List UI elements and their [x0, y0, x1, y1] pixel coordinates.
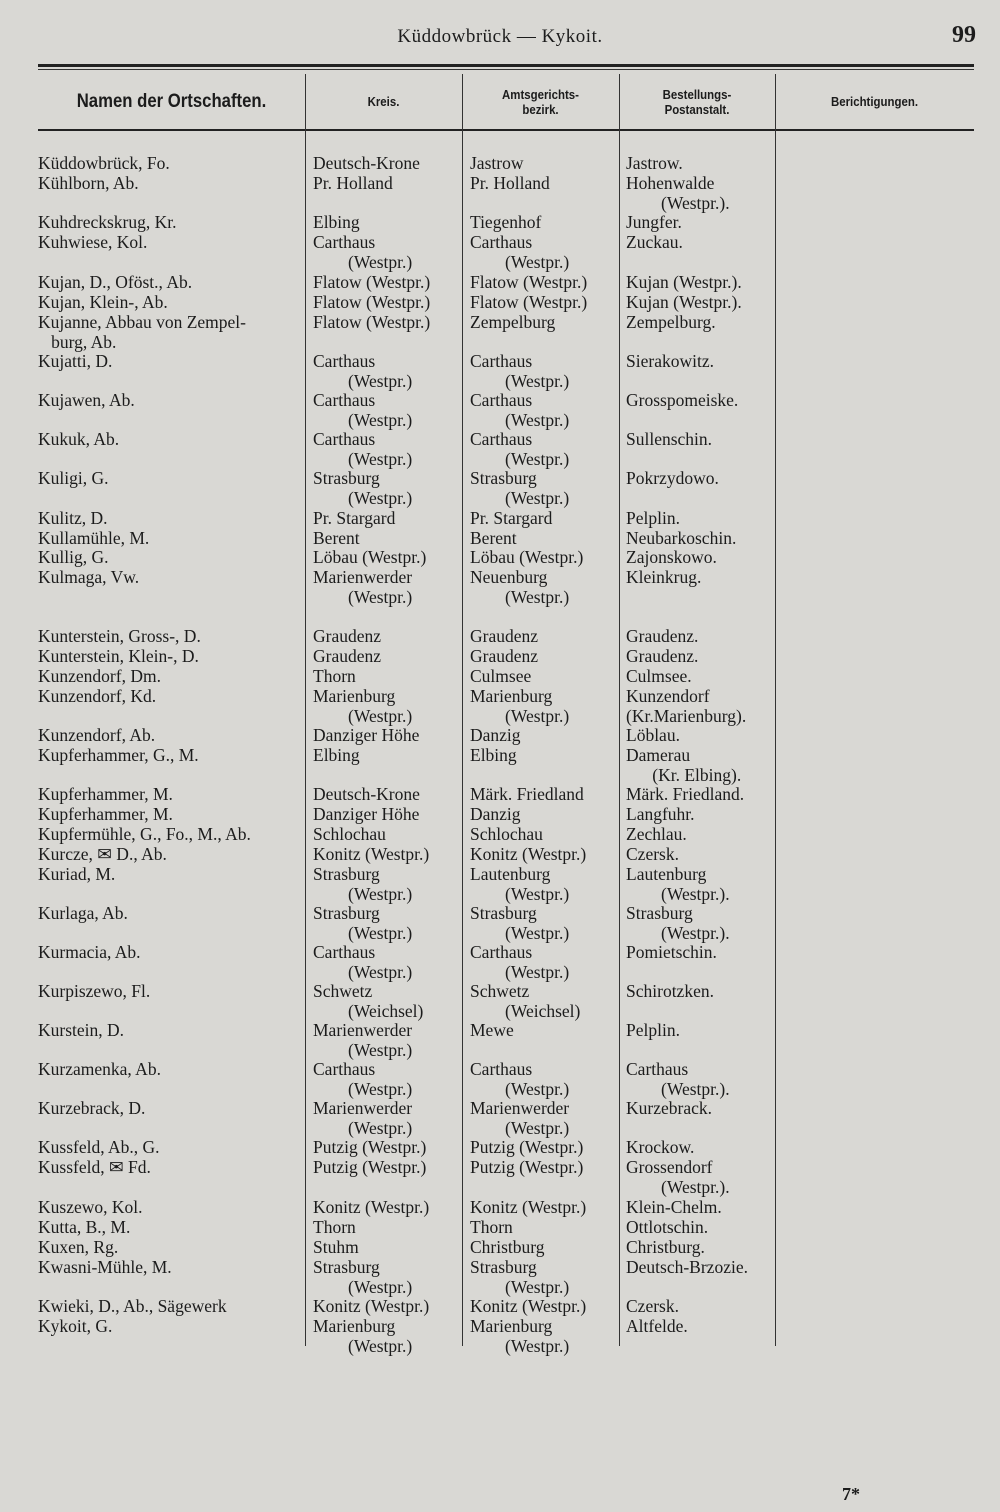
running-title: Küddowbrück — Kykoit. [397, 26, 603, 47]
entry-postanstalt: Czersk. [626, 1296, 679, 1316]
entry-postanstalt: Langfuhr. [626, 804, 695, 824]
entry-kreis: Deutsch-Krone [313, 784, 420, 804]
column-divider-2 [462, 74, 463, 1346]
entry-name: Kujan, Klein-, Ab. [38, 292, 168, 312]
entry-postanstalt: Krockow. [626, 1137, 695, 1157]
entry-amtsgericht: Märk. Friedland [470, 784, 584, 804]
entry-amtsgericht: Carthaus (Westpr.) [470, 1059, 570, 1099]
entry-kreis: Berent [313, 528, 360, 548]
page-number: 99 [952, 22, 976, 48]
entry-name: Kurstein, D. [38, 1020, 125, 1040]
entry-amtsgericht: Carthaus (Westpr.) [470, 942, 570, 982]
entry-name: Kykoit, G. [38, 1316, 113, 1336]
entry-amtsgericht: Graudenz [470, 626, 539, 646]
entry-kreis: Strasburg (Westpr.) [313, 903, 413, 943]
entry-kreis: Marienwerder (Westpr.) [313, 1020, 413, 1060]
entry-kreis: Flatow (Westpr.) [313, 292, 431, 312]
entry-postanstalt: Ottlotschin. [626, 1217, 709, 1237]
entry-kreis: Marienwerder (Westpr.) [313, 567, 413, 607]
entry-name: Kupferhammer, G., M. [38, 745, 199, 765]
entry-postanstalt: Pomietschin. [626, 942, 717, 962]
entry-name: Kurmacia, Ab. [38, 942, 141, 962]
entry-amtsgericht: Schlochau [470, 824, 543, 844]
entry-amtsgericht: Pr. Holland [470, 173, 550, 193]
entry-kreis: Marienwerder (Westpr.) [313, 1098, 413, 1138]
entry-postanstalt: Kunzendorf (Kr.Marienburg). [626, 686, 747, 726]
entry-amtsgericht: Konitz (Westpr.) [470, 1197, 587, 1217]
entry-amtsgericht: Jastrow [470, 153, 524, 173]
entry-kreis: Pr. Holland [313, 173, 393, 193]
entry-name: Kwieki, D., Ab., Sägewerk [38, 1296, 227, 1316]
entry-postanstalt: Grossendorf (Westpr.). [626, 1157, 730, 1197]
entry-kreis: Strasburg (Westpr.) [313, 864, 413, 904]
entry-name: Kupferhammer, M. [38, 784, 173, 804]
entry-kreis: Pr. Stargard [313, 508, 396, 528]
entry-postanstalt: Graudenz. [626, 626, 699, 646]
entry-amtsgericht: Lautenburg (Westpr.) [470, 864, 570, 904]
entry-kreis: Flatow (Westpr.) [313, 272, 431, 292]
entry-postanstalt: Sierakowitz. [626, 351, 714, 371]
entry-kreis: Marienburg (Westpr.) [313, 686, 413, 726]
column-header-name: Namen der Ortschaften. [76, 91, 267, 112]
entry-amtsgericht: Schwetz (Weichsel) [470, 981, 581, 1021]
entry-postanstalt: Zuckau. [626, 232, 683, 252]
entry-postanstalt: Altfelde. [626, 1316, 688, 1336]
entry-amtsgericht: Danzig [470, 804, 521, 824]
entry-kreis: Carthaus (Westpr.) [313, 429, 413, 469]
entry-postanstalt: Graudenz. [626, 646, 699, 666]
entry-amtsgericht: Danzig [470, 725, 521, 745]
entry-postanstalt: Kurzebrack. [626, 1098, 712, 1118]
entry-amtsgericht: Tiegenhof [470, 212, 542, 232]
entry-postanstalt: Neubarkoschin. [626, 528, 737, 548]
entry-amtsgericht: Carthaus (Westpr.) [470, 429, 570, 469]
entry-amtsgericht: Strasburg (Westpr.) [470, 468, 570, 508]
entry-amtsgericht: Flatow (Westpr.) [470, 292, 588, 312]
entry-name: Kuligi, G. [38, 468, 109, 488]
entry-postanstalt: Damerau (Kr. Elbing). [626, 745, 742, 785]
entry-name: Kuriad, M. [38, 864, 116, 884]
entry-name: Kurlaga, Ab. [38, 903, 128, 923]
column-divider-1 [305, 74, 306, 1346]
entry-kreis: Konitz (Westpr.) [313, 1197, 430, 1217]
entry-amtsgericht: Neuenburg (Westpr.) [470, 567, 570, 607]
entry-name: Kurzamenka, Ab. [38, 1059, 161, 1079]
entry-postanstalt: Jungfer. [626, 212, 682, 232]
entry-postanstalt: Deutsch-Brzozie. [626, 1257, 748, 1277]
entry-amtsgericht: Carthaus (Westpr.) [470, 390, 570, 430]
entry-postanstalt: Carthaus (Westpr.). [626, 1059, 730, 1099]
entry-kreis: Konitz (Westpr.) [313, 1296, 430, 1316]
entry-postanstalt: Sullenschin. [626, 429, 713, 449]
entry-amtsgericht: Konitz (Westpr.) [470, 844, 587, 864]
entry-amtsgericht: Christburg [470, 1237, 545, 1257]
entry-kreis: Graudenz [313, 626, 382, 646]
entry-amtsgericht: Putzig (Westpr.) [470, 1157, 584, 1177]
entry-name: Kuhwiese, Kol. [38, 232, 148, 252]
entry-amtsgericht: Zempelburg [470, 312, 556, 332]
entry-amtsgericht: Elbing [470, 745, 517, 765]
entry-name: Kujatti, D. [38, 351, 113, 371]
entry-kreis: Elbing [313, 745, 360, 765]
entry-postanstalt: Hohenwalde (Westpr.). [626, 173, 730, 213]
entry-name: Kullig, G. [38, 547, 109, 567]
entry-kreis: Konitz (Westpr.) [313, 844, 430, 864]
entry-amtsgericht: Strasburg (Westpr.) [470, 903, 570, 943]
entry-name: Kunzendorf, Ab. [38, 725, 156, 745]
entry-kreis: Stuhm [313, 1237, 359, 1257]
entry-amtsgericht: Graudenz [470, 646, 539, 666]
entry-postanstalt: Löblau. [626, 725, 680, 745]
entry-amtsgericht: Löbau (Westpr.) [470, 547, 584, 567]
entry-amtsgericht: Pr. Stargard [470, 508, 553, 528]
sheet-signature: 7* [842, 1484, 860, 1504]
entry-postanstalt: Pokrzydowo. [626, 468, 719, 488]
entry-kreis: Flatow (Westpr.) [313, 312, 431, 332]
entry-postanstalt: Kleinkrug. [626, 567, 702, 587]
entry-amtsgericht: Berent [470, 528, 517, 548]
entry-name: Kunzendorf, Kd. [38, 686, 157, 706]
entry-amtsgericht: Culmsee [470, 666, 532, 686]
entry-kreis: Strasburg (Westpr.) [313, 1257, 413, 1297]
entry-name: Kulitz, D. [38, 508, 108, 528]
entry-name: Kulmaga, Vw. [38, 567, 140, 587]
column-header-post: Bestellungs- Postanstalt. [662, 86, 732, 117]
entry-amtsgericht: Konitz (Westpr.) [470, 1296, 587, 1316]
entry-kreis: Putzig (Westpr.) [313, 1157, 427, 1177]
entry-postanstalt: Kujan (Westpr.). [626, 292, 742, 312]
entry-name: Kuhdreckskrug, Kr. [38, 212, 177, 232]
entry-postanstalt: Märk. Friedland. [626, 784, 745, 804]
entry-name: Kurcze, ✉ D., Ab. [38, 844, 167, 864]
entry-postanstalt: Pelplin. [626, 1020, 680, 1040]
entry-kreis: Carthaus (Westpr.) [313, 390, 413, 430]
entry-postanstalt: Zajonskowo. [626, 547, 717, 567]
entry-kreis: Graudenz [313, 646, 382, 666]
column-divider-4 [775, 74, 776, 1346]
entry-amtsgericht: Carthaus (Westpr.) [470, 232, 570, 272]
entry-postanstalt: Pelplin. [626, 508, 680, 528]
entry-postanstalt: Culmsee. [626, 666, 692, 686]
entry-kreis: Elbing [313, 212, 360, 232]
top-rule-thin [38, 69, 974, 70]
entry-name: Kuxen, Rg. [38, 1237, 119, 1257]
entry-name: Kunterstein, Gross-, D. [38, 626, 201, 646]
entry-kreis: Carthaus (Westpr.) [313, 232, 413, 272]
entry-postanstalt: Schirotzken. [626, 981, 714, 1001]
entry-postanstalt: Strasburg (Westpr.). [626, 903, 730, 943]
entry-kreis: Carthaus (Westpr.) [313, 351, 413, 391]
entry-kreis: Schlochau [313, 824, 386, 844]
entry-kreis: Thorn [313, 1217, 356, 1237]
entry-postanstalt: Klein-Chelm. [626, 1197, 722, 1217]
entry-postanstalt: Jastrow. [626, 153, 683, 173]
entry-amtsgericht: Putzig (Westpr.) [470, 1137, 584, 1157]
entry-amtsgericht: Carthaus (Westpr.) [470, 351, 570, 391]
entry-name: Kukuk, Ab. [38, 429, 120, 449]
entry-amtsgericht: Thorn [470, 1217, 513, 1237]
entry-name: Kupfermühle, G., Fo., M., Ab. [38, 824, 251, 844]
entry-name: Kurpiszewo, Fl. [38, 981, 151, 1001]
entry-postanstalt: Zechlau. [626, 824, 687, 844]
entry-postanstalt: Grosspomeiske. [626, 390, 739, 410]
entry-name: Kupferhammer, M. [38, 804, 173, 824]
entry-kreis: Danziger Höhe [313, 725, 420, 745]
entry-name: Kwasni-Mühle, M. [38, 1257, 172, 1277]
entry-postanstalt: Kujan (Westpr.). [626, 272, 742, 292]
entry-name: Kullamühle, M. [38, 528, 150, 548]
column-header-berichtigungen: Berichtigungen. [830, 94, 919, 109]
entry-kreis: Schwetz (Weichsel) [313, 981, 424, 1021]
entry-postanstalt: Zempelburg. [626, 312, 716, 332]
entry-name: Küddowbrück, Fo. [38, 153, 170, 173]
column-divider-3 [619, 74, 620, 1346]
entry-kreis: Putzig (Westpr.) [313, 1137, 427, 1157]
entry-name: Kujanne, Abbau von Zempel- burg, Ab. [38, 312, 247, 352]
entry-amtsgericht: Marienburg (Westpr.) [470, 1316, 570, 1356]
entry-kreis: Carthaus (Westpr.) [313, 1059, 413, 1099]
column-header-amtsgericht: Amtsgerichts- bezirk. [502, 86, 579, 117]
entry-postanstalt: Czersk. [626, 844, 679, 864]
entry-postanstalt: Christburg. [626, 1237, 705, 1257]
entry-amtsgericht: Flatow (Westpr.) [470, 272, 588, 292]
entry-kreis: Löbau (Westpr.) [313, 547, 427, 567]
entry-name: Kühlborn, Ab. [38, 173, 139, 193]
column-header-kreis: Kreis. [367, 94, 400, 109]
entry-name: Kunzendorf, Dm. [38, 666, 161, 686]
entry-kreis: Deutsch-Krone [313, 153, 420, 173]
entry-postanstalt: Lautenburg (Westpr.). [626, 864, 730, 904]
entry-name: Kutta, B., M. [38, 1217, 131, 1237]
entry-name: Kurzebrack, D. [38, 1098, 146, 1118]
entry-kreis: Thorn [313, 666, 356, 686]
entry-name: Kujawen, Ab. [38, 390, 135, 410]
entry-name: Kussfeld, Ab., G. [38, 1137, 160, 1157]
entry-amtsgericht: Marienburg (Westpr.) [470, 686, 570, 726]
entry-amtsgericht: Mewe [470, 1020, 514, 1040]
entry-kreis: Carthaus (Westpr.) [313, 942, 413, 982]
top-rule [38, 64, 974, 67]
header-rule [38, 129, 974, 131]
entry-name: Kussfeld, ✉ Fd. [38, 1157, 151, 1177]
entry-kreis: Danziger Höhe [313, 804, 420, 824]
entry-amtsgericht: Strasburg (Westpr.) [470, 1257, 570, 1297]
entry-amtsgericht: Marienwerder (Westpr.) [470, 1098, 570, 1138]
entry-kreis: Strasburg (Westpr.) [313, 468, 413, 508]
entry-name: Kujan, D., Oföst., Ab. [38, 272, 193, 292]
entry-name: Kuszewo, Kol. [38, 1197, 143, 1217]
entry-name: Kunterstein, Klein-, D. [38, 646, 199, 666]
entry-kreis: Marienburg (Westpr.) [313, 1316, 413, 1356]
